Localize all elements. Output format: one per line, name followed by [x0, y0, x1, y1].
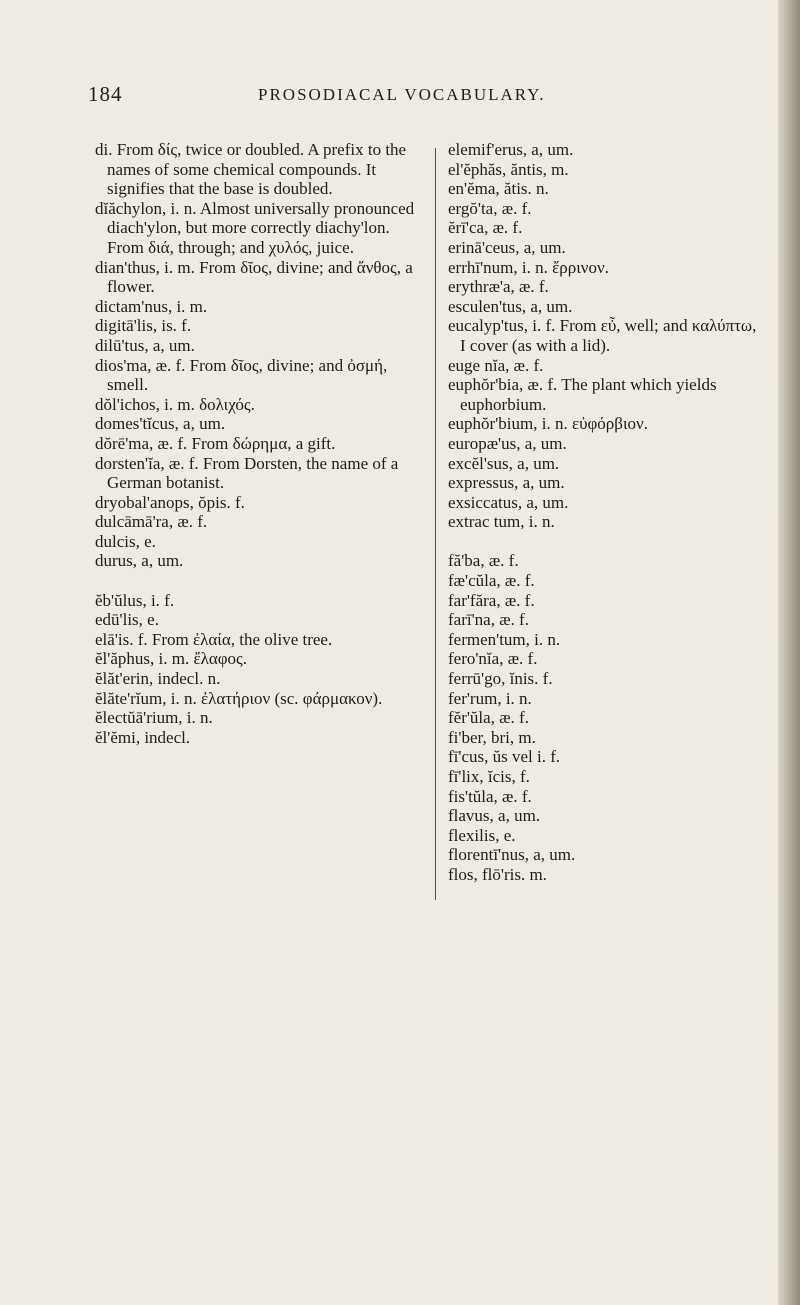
vocabulary-entry: fer'rum, i. n. — [448, 688, 532, 708]
vocabulary-entry: excĕl'sus, a, um. — [448, 453, 560, 473]
vocabulary-entry: ĕlăt'erin, indecl. n. — [95, 669, 221, 689]
vocabulary-entry: dulcāmā'ra, æ. f. — [95, 512, 208, 532]
vocabulary-entry: elemif'erus, a, um. — [448, 140, 574, 159]
vocabulary-entry: flexilis, e. — [448, 825, 516, 845]
vocabulary-entry: dĭăchylon, i. n. Almost universally pronounced diach'ylon, but more correctly diachy'lon. From διά, through; and χυλός, juice. — [95, 198, 415, 257]
vocabulary-entry: euphŏr'bium, i. n. εὐφόρβιον. — [448, 414, 648, 434]
vocabulary-entry: expressus, a, um. — [448, 473, 565, 493]
vocabulary-entry: ĕl'ăphus, i. m. ἔλαφος. — [95, 649, 248, 669]
vocabulary-entry: farī'na, æ. f. — [448, 610, 529, 630]
vocabulary-entry: flos, flō'ris. m. — [448, 864, 547, 884]
vocabulary-entry: fī'lix, ĭcis, f. — [448, 767, 530, 786]
vocabulary-entry: dŏl'ichos, i. m. δολιχός. — [95, 394, 255, 414]
page-number: 184 — [88, 82, 123, 106]
vocabulary-entry: flavus, a, um. — [448, 806, 541, 826]
page-edge — [778, 0, 800, 1305]
vocabulary-entry: fermen'tum, i. n. — [448, 629, 561, 649]
vocabulary-entry: dryobal'anops, ŏpis. f. — [95, 492, 245, 512]
vocabulary-entry: exsiccatus, a, um. — [448, 492, 569, 512]
vocabulary-entry: esculen'tus, a, um. — [448, 296, 573, 316]
vocabulary-entry: ferrū'go, ĭnis. f. — [448, 669, 553, 689]
vocabulary-entry: dian'thus, i. m. From δῖος, divine; and ἄνθος, a flower. — [95, 257, 413, 297]
vocabulary-entry: fis'tŭla, æ. f. — [448, 786, 532, 806]
vocabulary-entry: en'ĕma, ătis. n. — [448, 179, 549, 199]
vocabulary-entry: fero'nĭa, æ. f. — [448, 649, 538, 669]
vocabulary-entry: digitā'lis, is. f. — [95, 316, 192, 336]
vocabulary-entry: elā'is. f. From ἐλαία, the olive tree. — [95, 629, 333, 649]
column-divider — [435, 148, 436, 900]
vocabulary-entry: domes'tĭcus, a, um. — [95, 414, 226, 434]
vocabulary-entry: ĕlăte'rĭum, i. n. ἐλατήριον (sc. φάρμακον). — [95, 688, 383, 708]
page-header — [88, 82, 728, 112]
vocabulary-entry: dŏrē'ma, æ. f. From δώρημα, a gift. — [95, 433, 336, 453]
vocabulary-entry: durus, a, um. — [95, 551, 184, 571]
vocabulary-entry: ĕlectŭā'rium, i. n. — [95, 708, 213, 728]
vocabulary-entry: el'ĕphăs, ăntis, m. — [448, 159, 569, 179]
vocabulary-entry: dulcis, e. — [95, 531, 156, 551]
vocabulary-entry: dorsten'ĭa, æ. f. From Dorsten, the name of a German botanist. — [95, 453, 399, 493]
vocabulary-entry: fĕr'ŭla, æ. f. — [448, 708, 529, 728]
vocabulary-entry: far'făra, æ. f. — [448, 590, 535, 610]
vocabulary-entry: erythræ'a, æ. f. — [448, 277, 549, 297]
vocabulary-entry: fæ'cŭla, æ. f. — [448, 571, 535, 591]
section-gap — [448, 532, 758, 552]
vocabulary-entry: eucalyp'tus, i. f. From εὖ, well; and καλύπτω, I cover (as with a lid). — [448, 316, 757, 355]
vocabulary-entry: dictam'nus, i. m. — [95, 296, 208, 316]
vocabulary-entry: ergŏ'ta, æ. f. — [448, 198, 532, 218]
vocabulary-entry: fă'ba, æ. f. — [448, 551, 519, 571]
section-gap — [95, 571, 430, 591]
vocabulary-entry: erinā'ceus, a, um. — [448, 237, 566, 257]
left-column — [95, 140, 430, 747]
vocabulary-entry: extrac tum, i. n. — [448, 512, 555, 532]
running-head: PROSODIACAL VOCABULARY. — [258, 85, 546, 104]
vocabulary-entry: errhī'num, i. n. ἔρρινον. — [448, 257, 609, 277]
vocabulary-entry: ĕl'ĕmi, indecl. — [95, 727, 191, 747]
vocabulary-entry: edū'lis, e. — [95, 610, 159, 630]
vocabulary-entry: dilū'tus, a, um. — [95, 335, 195, 355]
vocabulary-entry: fī'cus, ŭs vel i. f. — [448, 747, 561, 767]
vocabulary-entry: dios'ma, æ. f. From δῖος, divine; and ὀσμή, smell. — [95, 355, 388, 395]
right-column — [448, 140, 758, 885]
vocabulary-entry: europæ'us, a, um. — [448, 433, 567, 453]
vocabulary-entry: fi'ber, bri, m. — [448, 727, 536, 747]
vocabulary-entry: di. From δίς, twice or doubled. A prefix to the names of some chemical compounds. It signifies that the base is doubled. — [95, 140, 407, 199]
vocabulary-entry: euge nĭa, æ. f. — [448, 355, 544, 375]
vocabulary-entry: florentī'nus, a, um. — [448, 845, 576, 865]
vocabulary-entry: euphŏr'bia, æ. f. The plant which yields euphorbium. — [448, 375, 717, 414]
vocabulary-entry: ĕrī'ca, æ. f. — [448, 218, 523, 238]
vocabulary-entry: ĕb'ŭlus, i. f. — [95, 590, 175, 610]
